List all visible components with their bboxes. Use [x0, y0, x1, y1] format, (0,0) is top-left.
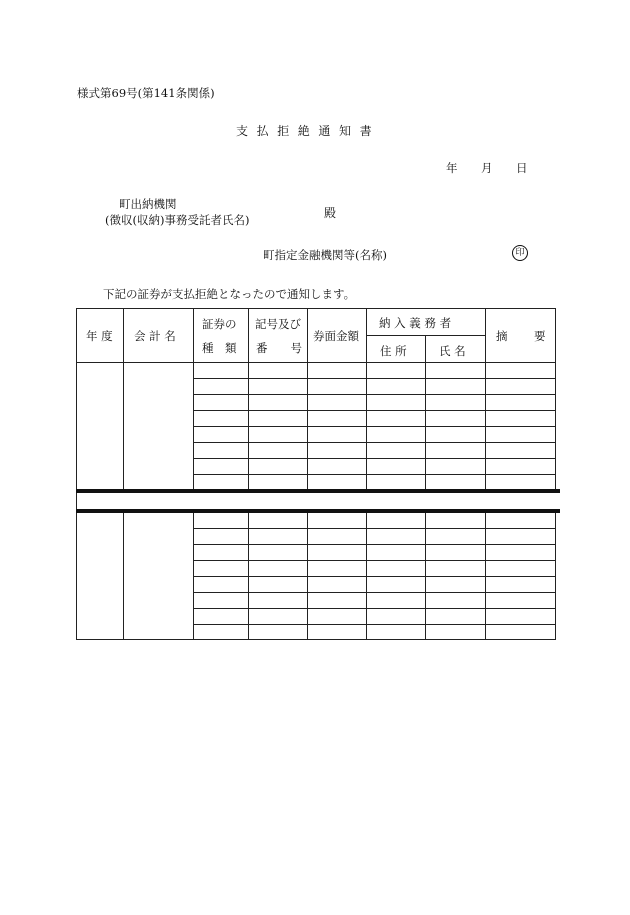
notice-table [76, 308, 556, 640]
form-number: 様式第69号(第141条関係) [77, 86, 215, 100]
addressee-line-1: 町出納機関 [119, 197, 177, 211]
date-year-label: 年 [446, 161, 458, 175]
addressee-line-2: (徴収(収納)事務受託者氏名) [105, 213, 250, 227]
table-grid [76, 308, 562, 642]
header-remarks-part-1: 摘 [496, 329, 508, 343]
honorific: 殿 [324, 206, 337, 220]
sender-label: 町指定金融機関等(名称) [263, 248, 387, 262]
seal-icon: 印 [512, 245, 528, 261]
header-remarks-part-2: 要 [534, 329, 546, 343]
date-month-label: 月 [481, 161, 493, 175]
header-face-value: 券面金額 [313, 329, 359, 343]
document-title: 支払拒絶通知書 [236, 124, 381, 138]
header-name: 氏 名 [439, 344, 466, 358]
header-symbol-number-line-1: 記号及び [255, 317, 301, 331]
header-account-name: 会 計 名 [134, 329, 176, 343]
header-payer: 納 入 義 務 者 [379, 316, 452, 330]
header-address: 住 所 [380, 344, 407, 358]
date-day-label: 日 [516, 161, 528, 175]
header-security-type-line-2: 種 類 [202, 341, 237, 355]
header-symbol-number-line-2: 番 号 [256, 341, 302, 355]
header-fiscal-year: 年 度 [86, 329, 113, 343]
intro-text: 下記の証券が支払拒絶となったので通知します。 [103, 287, 356, 301]
header-security-type-line-1: 証券の [202, 317, 237, 331]
